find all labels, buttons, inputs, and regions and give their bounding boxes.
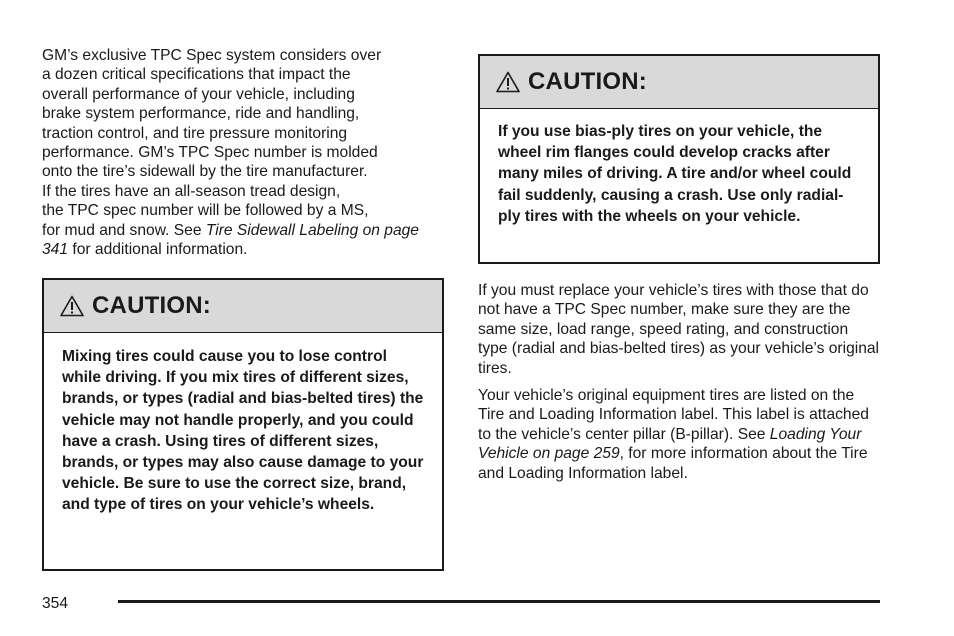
footer-rule — [118, 600, 880, 603]
sidewall-labeling-link[interactable]: Tire Sidewall Labeling on page 341 — [42, 221, 419, 259]
original-tires-paragraph — [478, 386, 880, 483]
caution-title: CAUTION: — [528, 68, 647, 95]
text-line: brake system performance, ride and handling, — [42, 105, 360, 123]
text-line: traction control, and tire pressure monitoring — [42, 124, 348, 142]
text-line: for additional information. — [68, 241, 248, 259]
replacement-paragraph: If you must replace your vehicle’s tires with those that do not have a TPC Spec number, make sure they are the same size, load range, speed rating, and construction type (radial and bias-belted tires) as your vehicle’s original tires. — [478, 282, 880, 377]
page-number: 354 — [42, 595, 69, 612]
warning-triangle-icon — [496, 71, 520, 93]
caution-title: CAUTION: — [92, 292, 211, 319]
text-span: Your vehicle’s original equipment tires are listed on the Tire and Loading Information label. This label is attached to the vehicle’s center pillar (B-pillar). See — [478, 387, 869, 443]
text-line: a dozen critical specifications that impact the — [42, 66, 351, 84]
caution-header — [480, 56, 878, 109]
text-line: the TPC spec number will be followed by a MS, — [42, 202, 369, 220]
caution-header — [44, 280, 442, 333]
caution-text: Mixing tires could cause you to lose control while driving. If you mix tires of different sizes, brands, or types (radial and bias-belted tires) the vehicle may not handle properly, and you could have a crash. Using tires of different sizes, brands, or types may also cause damage to your vehicle. Be sure to use the correct size, brand, and type of tires on your vehicle’s wheels. — [62, 348, 424, 514]
caution-box-mixing-tires — [42, 278, 444, 571]
text-line: for mud and snow. See — [42, 221, 206, 239]
text-span: , for more information about the Tire and Loading Information label. — [478, 445, 868, 482]
caution-text: If you use bias-ply tires on your vehicle, the wheel rim flanges could develop cracks after many miles of driving. A tire and/or wheel could fail suddenly, causing a crash. Use only radial-ply tires with the wheels on your vehicle. — [498, 123, 852, 225]
caution-box-bias-ply — [478, 54, 880, 264]
loading-vehicle-link[interactable]: Loading Your Vehicle on page 259 — [478, 425, 862, 463]
right-text-block — [478, 281, 880, 483]
text-line: overall performance of your vehicle, including — [42, 85, 355, 103]
left-column — [42, 46, 444, 259]
intro-paragraph — [42, 46, 444, 259]
text-line: performance. GM’s TPC Spec number is molded — [42, 144, 378, 162]
text-line: GM’s exclusive TPC Spec system considers over — [42, 47, 382, 64]
text-line: onto the tire’s sidewall by the tire manufacturer. — [42, 163, 368, 181]
right-column — [478, 54, 880, 264]
text-line: If the tires have an all-season tread design, — [42, 182, 341, 200]
warning-triangle-icon — [60, 295, 84, 317]
